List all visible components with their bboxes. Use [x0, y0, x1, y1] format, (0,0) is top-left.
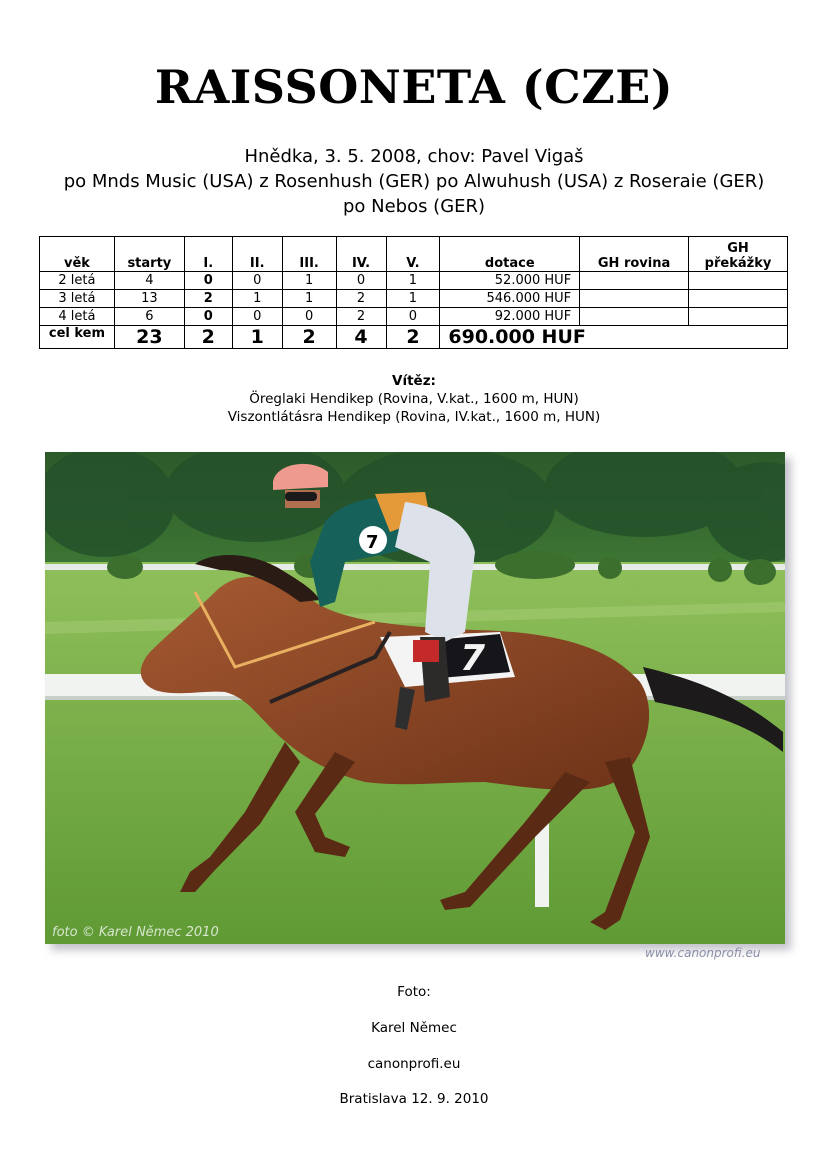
- page-title: RAISSONETA (CZE): [154, 60, 674, 114]
- table-cell: 4: [114, 272, 184, 290]
- table-cell: 3 letá: [40, 290, 115, 308]
- table-cell: 6: [114, 308, 184, 326]
- total-second: 1: [232, 326, 282, 349]
- race-photo: [45, 452, 785, 944]
- total-starts: 23: [114, 326, 184, 349]
- horse-pedigree-line: po Mnds Music (USA) z Rosenhush (GER) po Alwuhush (USA) z Roseraie (GER): [63, 171, 765, 192]
- table-cell: 1: [386, 290, 440, 308]
- footer-place-date: Bratislava 12. 9. 2010: [339, 1091, 489, 1107]
- table-cell: 1: [232, 290, 282, 308]
- column-header: věk: [40, 237, 115, 272]
- table-row: [40, 290, 788, 308]
- table-cell: 4 letá: [40, 308, 115, 326]
- total-prize-money: 690.000 HUF: [440, 326, 788, 349]
- svg-text:7: 7: [366, 532, 379, 553]
- total-fifth: 2: [386, 326, 440, 349]
- table-cell: 0: [232, 272, 282, 290]
- table-cell: 2: [184, 290, 232, 308]
- table-cell: 2: [336, 290, 386, 308]
- footer-photographer: Karel Němec: [371, 1020, 457, 1036]
- table-cell: 1: [282, 272, 336, 290]
- horse-pedigree-line-2: po Nebos (GER): [342, 196, 486, 217]
- column-header: GH překážky: [689, 237, 788, 272]
- total-third: 2: [282, 326, 336, 349]
- column-header: IV.: [336, 237, 386, 272]
- column-header: starty: [114, 237, 184, 272]
- horse-info-line-1: Hnědka, 3. 5. 2008, chov: Pavel Vigaš: [244, 146, 584, 167]
- table-cell: 0: [282, 308, 336, 326]
- column-header: dotace: [440, 237, 580, 272]
- table-cell: 0: [232, 308, 282, 326]
- table-cell: 92.000 HUF: [440, 308, 580, 326]
- table-cell: 0: [336, 272, 386, 290]
- winner-label: Vítěz:: [392, 373, 436, 389]
- table-total-row: [40, 326, 788, 349]
- photo-credit-overlay: foto © Karel Němec 2010: [52, 925, 219, 940]
- column-header: II.: [232, 237, 282, 272]
- winner-race-2: Viszontlátásra Hendikep (Rovina, IV.kat., 1600 m, HUN): [227, 409, 601, 425]
- table-cell: 2 letá: [40, 272, 115, 290]
- table-cell: 0: [184, 308, 232, 326]
- table-cell: 1: [386, 272, 440, 290]
- total-first: 2: [184, 326, 232, 349]
- column-header: V.: [386, 237, 440, 272]
- column-header: I.: [184, 237, 232, 272]
- table-cell: [689, 308, 788, 326]
- footer-website: canonprofi.eu: [367, 1056, 461, 1072]
- column-header: III.: [282, 237, 336, 272]
- table-cell: 2: [336, 308, 386, 326]
- table-cell: 0: [184, 272, 232, 290]
- table-row: [40, 272, 788, 290]
- table-cell: 1: [282, 290, 336, 308]
- total-label: cel kem: [40, 326, 115, 349]
- table-cell: 13: [114, 290, 184, 308]
- total-fourth: 4: [336, 326, 386, 349]
- photo-watermark: www.canonprofi.eu: [645, 946, 761, 960]
- column-header: GH rovina: [580, 237, 689, 272]
- table-cell: [689, 272, 788, 290]
- table-cell: 0: [386, 308, 440, 326]
- table-cell: [580, 290, 689, 308]
- winner-race-1: Öreglaki Hendikep (Rovina, V.kat., 1600 m, HUN): [249, 391, 579, 407]
- table-cell: [580, 308, 689, 326]
- race-statistics-table: [39, 236, 788, 349]
- table-cell: 546.000 HUF: [440, 290, 580, 308]
- saddle-number: 7: [460, 638, 486, 679]
- table-cell: [580, 272, 689, 290]
- table-cell: [689, 290, 788, 308]
- table-row: [40, 308, 788, 326]
- table-cell: 52.000 HUF: [440, 272, 580, 290]
- table-header-row: [40, 237, 788, 272]
- footer-photo-label: Foto:: [397, 984, 431, 1000]
